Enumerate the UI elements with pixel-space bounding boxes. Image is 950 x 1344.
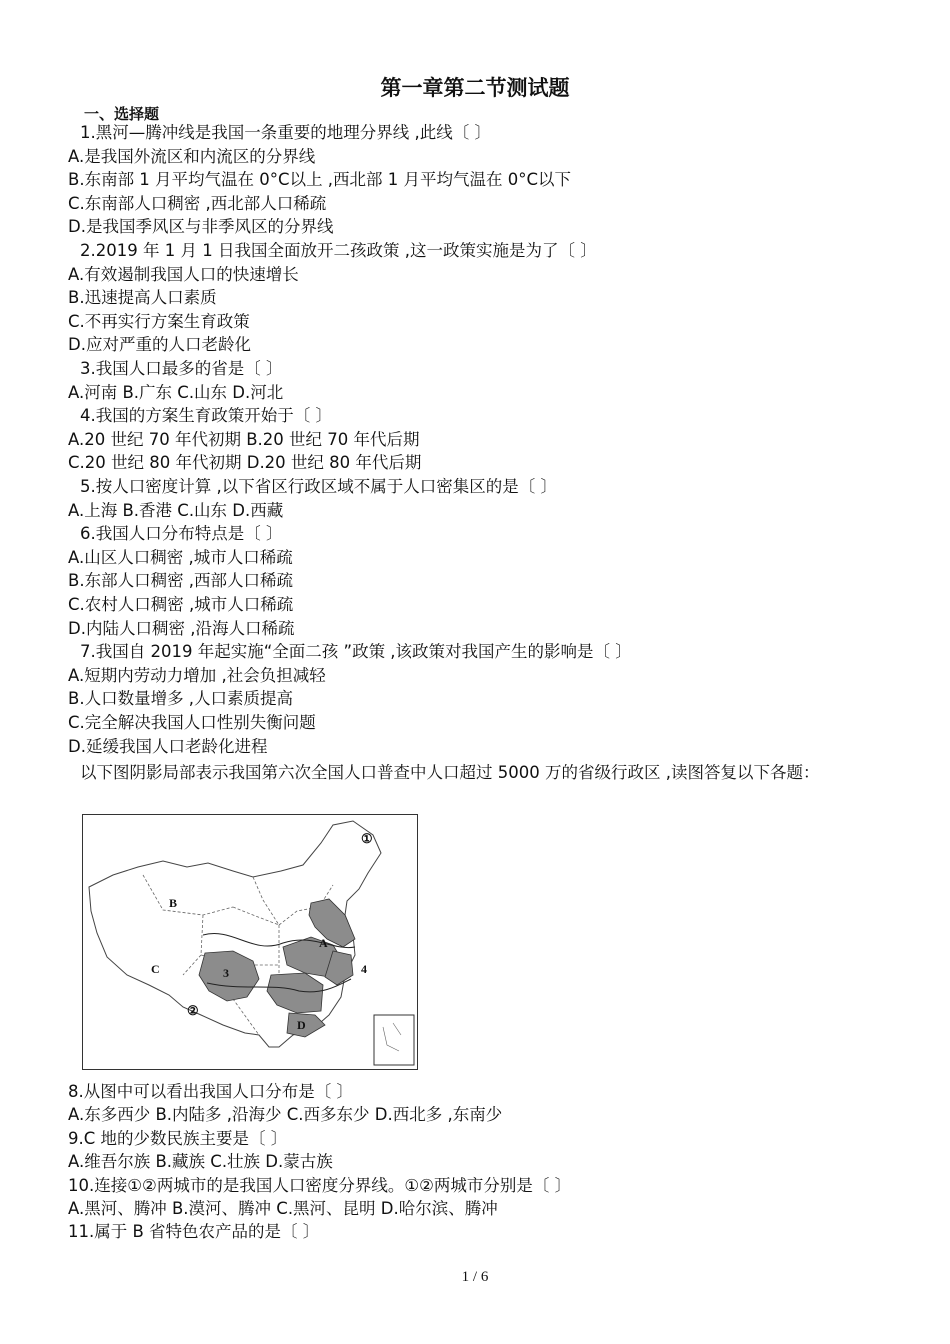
question-line: D.是我国季风区与非季风区的分界线 [68,217,334,237]
question-line: D.延缓我国人口老龄化进程 [68,736,268,756]
question-line: C.东南部人口稠密 ,西北部人口稀疏 [68,193,327,213]
map-label-3: 3 [223,966,229,980]
question-line: 8.从图中可以看出我国人口分布是〔 〕 [68,1082,353,1101]
question-line: A.山区人口稠密 ,城市人口稀疏 [68,547,293,567]
question-line: 11.属于 B 省特色农产品的是〔 〕 [68,1222,320,1242]
question-line: D.内陆人口稠密 ,沿海人口稀疏 [68,618,295,638]
question-stem: 7.我国自 2019 年起实施“全面二孩 ”政策 ,该政策对我国产生的影响是〔 〕 [80,642,632,662]
question-line: A.20 世纪 70 年代初期 B.20 世纪 70 年代后期 [68,429,420,449]
question-line: A.上海 B.香港 C.山东 D.西藏 [68,500,284,520]
question-line: B.人口数量增多 ,人口素质提高 [68,689,294,709]
question-line: C.20 世纪 80 年代初期 D.20 世纪 80 年代后期 [68,453,422,473]
question-stem: 6.我国人口分布特点是〔 〕 [80,524,283,544]
question-stem: 1.黑河—腾冲线是我国一条重要的地理分界线 ,此线〔 〕 [80,123,491,142]
page-number: 1 / 6 [461,1269,489,1285]
question-stem: 2.2019 年 1 月 1 日我国全面放开二孩政策 ,这一政策实施是为了〔 〕 [80,241,597,260]
question-line: 10.连接①②两城市的是我国人口密度分界线。①②两城市分别是〔 〕 [68,1175,572,1195]
question-stem: 5.按人口密度计算 ,以下省区行政区域不属于人口密集区的是〔 〕 [80,477,557,496]
map-label-d: D [297,1018,306,1032]
question-line: 9.C 地的少数民族主要是〔 〕 [68,1128,288,1148]
section-heading: 一、选择题 [84,105,160,123]
map-label-circle-1: ① [361,831,373,846]
question-stem: 4.我国的方案生育政策开始于〔 〕 [80,406,332,426]
map-intro-text: 以下图阴影局部表示我国第六次全国人口普查中人口超过 5000 万的省级行政区 ,读图答复以下各题： [80,763,820,782]
question-line: A.是我国外流区和内流区的分界线 [68,146,316,166]
question-line: B.东南部 1 月平均气温在 0°C以上 ,西北部 1 月平均气温在 0°C以下 [68,170,572,190]
question-line: B.迅速提高人口素质 [68,288,217,308]
question-line: A.东多西少 B.内陆多 ,沿海少 C.西多东少 D.西北多 ,东南少 [68,1105,503,1125]
question-line: A.河南 B.广东 C.山东 D.河北 [68,382,284,402]
question-line: A.黑河、腾冲 B.漠河、腾冲 C.黑河、昆明 D.哈尔滨、腾冲 [68,1199,498,1218]
sichuan-region [199,951,259,1001]
page-title: 第一章第二节测试题 [380,76,570,100]
map-label-circle-2: ② [187,1003,199,1018]
question-line: C.农村人口稠密 ,城市人口稀疏 [68,595,294,614]
question-line: A.短期内劳动力增加 ,社会负担减轻 [68,665,326,685]
question-stem: 3.我国人口最多的省是〔 〕 [80,359,283,378]
hubei-hunan-region [267,973,323,1013]
south-china-sea-inset [374,1015,414,1065]
map-label-c: C [151,962,160,976]
question-line: B.东部人口稠密 ,西部人口稀疏 [68,571,294,591]
question-line: C.完全解决我国人口性别失衡问题 [68,713,316,732]
question-line: A.有效遏制我国人口的快速增长 [68,264,299,284]
china-population-map [82,814,418,1070]
question-line: A.维吾尔族 B.藏族 C.壮族 D.蒙古族 [68,1152,333,1172]
map-label-a: A [319,936,328,950]
map-label-4: 4 [361,962,367,976]
guangdong-region [287,1013,325,1037]
question-line: D.应对严重的人口老龄化 [68,335,251,355]
map-label-b: B [169,896,178,910]
question-line: C.不再实行方案生育政策 [68,311,250,331]
